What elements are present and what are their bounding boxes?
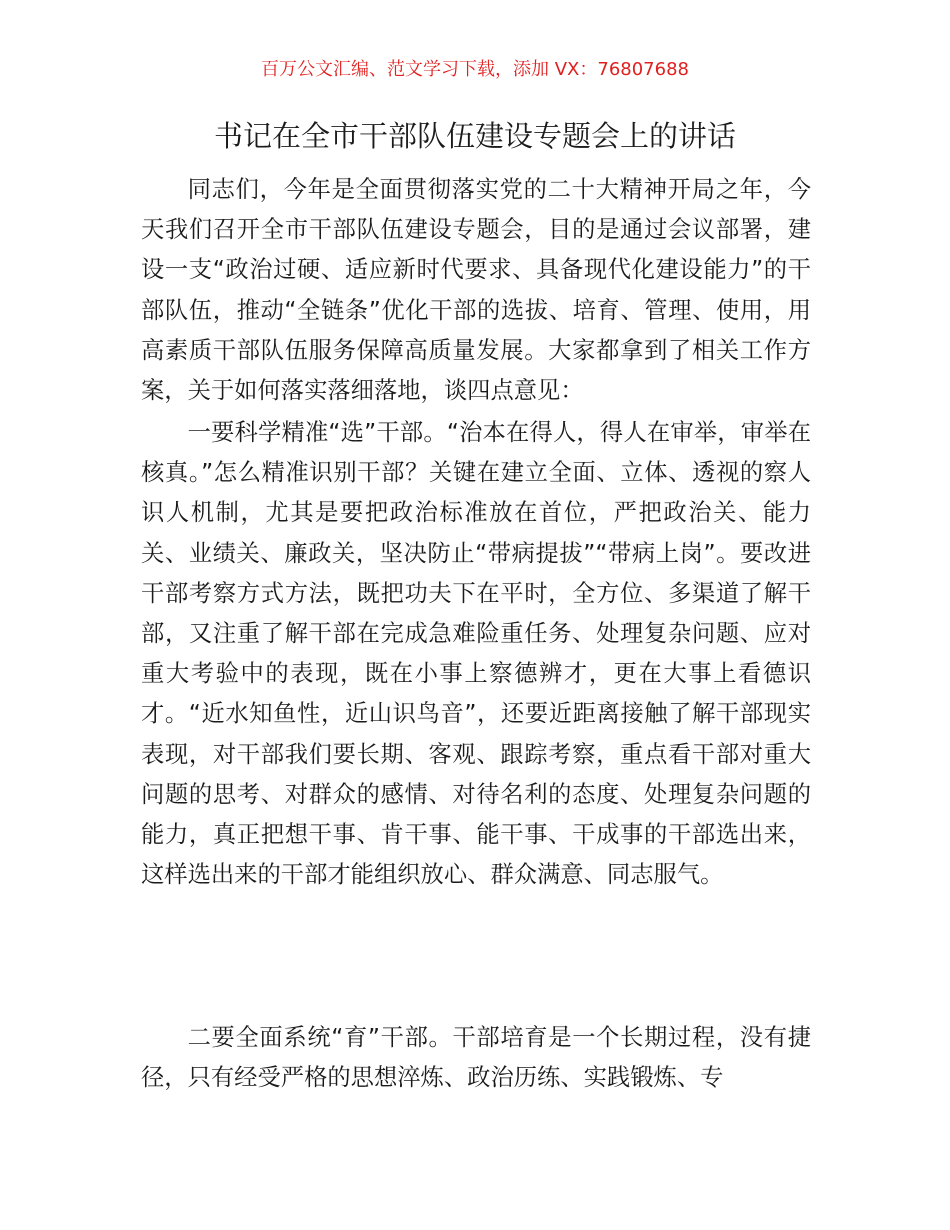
paragraph-cultivate-cadres: 二要全面系统“育”干部。干部培育是一个长期过程，没有捷径，只有经受严格的思想淬炼、政治历练、实践锻炼、专 bbox=[141, 1024, 811, 1092]
paragraph-intro: 同志们，今年是全面贯彻落实党的二十大精神开局之年，今天我们召开全市干部队伍建设专题会，目的是通过会议部署，建设一支“政治过硬、适应新时代要求、具备现代化建设能力”的干部队伍，推动“全链条”优化干部的选拔、培育、管理、使用，用高素质干部队伍服务保障高质量发展。大家都拿到了相关工作方案，关于如何落实落细落地，谈四点意见： bbox=[141, 176, 811, 405]
header-watermark: 百万公文汇编、范文学习下载，添加 VX：76807688 bbox=[261, 59, 689, 80]
document-title: 书记在全市干部队伍建设专题会上的讲话 bbox=[213, 119, 736, 153]
paragraph-select-cadres: 一要科学精准“选”干部。“治本在得人，得人在审举，审举在核真。”怎么精准识别干部？关键在建立全面、立体、透视的察人识人机制，尤其是要把政治标准放在首位，严把政治关、能力关、业绩关、廉政关，坚决防止“带病提拔”“带病上岗”。要改进干部考察方式方法，既把功夫下在平时，全方位、多渠道了解干部，又注重了解干部在完成急难险重任务、处理复杂问题、应对重大考验中的表现，既在小事上察德辨才，更在大事上看德识才。“近水知鱼性，近山识鸟音”，还要近距离接触了解干部现实表现，对干部我们要长期、客观、跟踪考察，重点看干部对重大问题的思考、对群众的感情、对待名利的态度、处理复杂问题的能力，真正把想干事、肯干事、能干事、干成事的干部选出来，这样选出来的干部才能组织放心、群众满意、同志服气。 bbox=[141, 419, 811, 889]
